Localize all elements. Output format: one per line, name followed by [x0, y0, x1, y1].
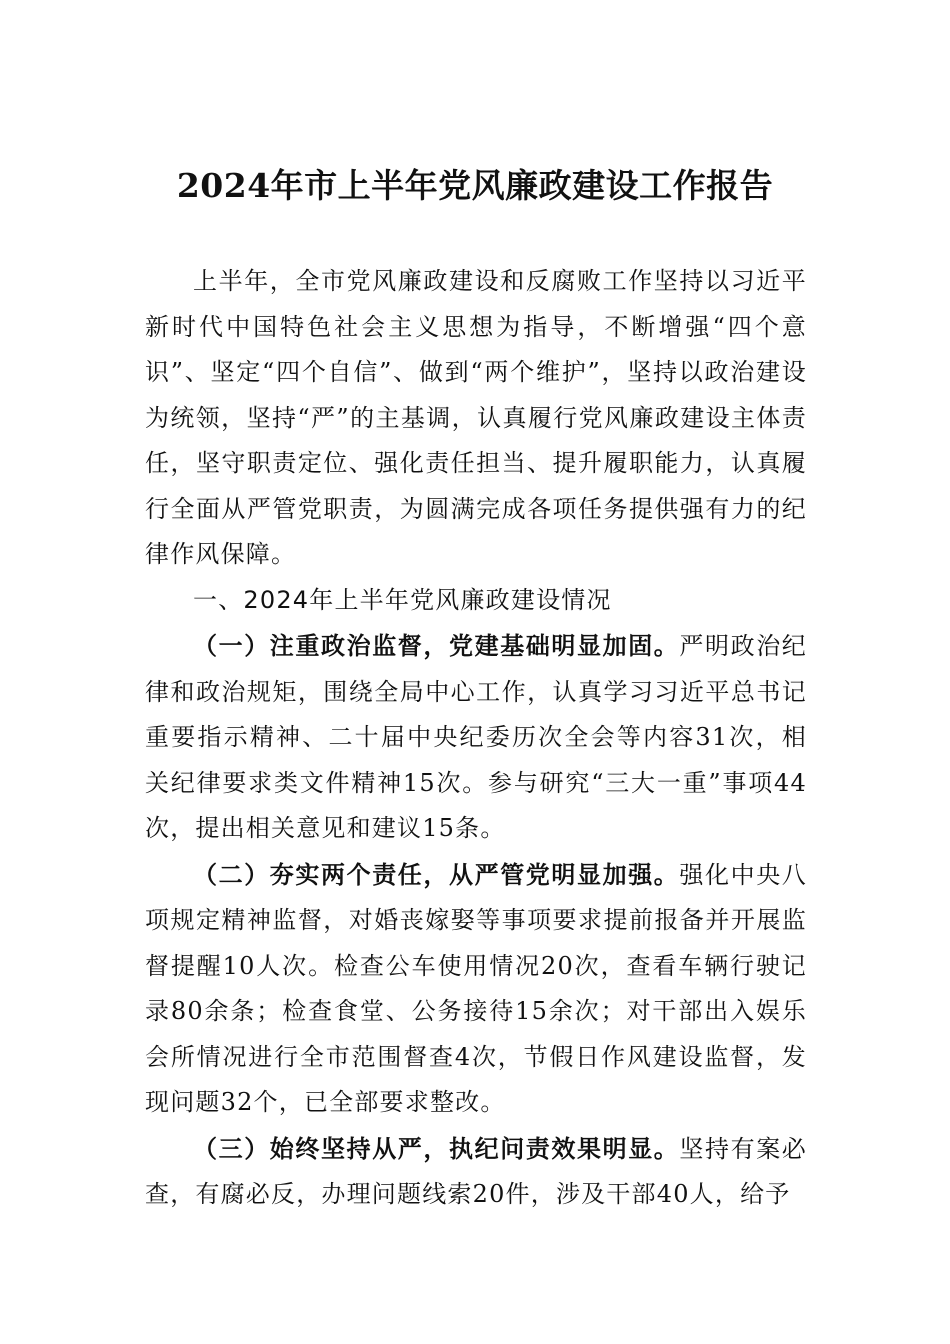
paragraph-3	[145, 1126, 807, 1218]
paragraph-3-lead: （三）始终坚持从严，执纪问责效果明显。	[193, 1133, 680, 1163]
paragraph-2	[145, 852, 807, 1126]
paragraph-2-lead: （二）夯实两个责任，从严管党明显加强。	[193, 859, 680, 889]
paragraph-2-body: 强化中央八项规定精神监督，对婚丧嫁娶等事项要求提前报备并开展监督提醒10人次。检查公车使用情况20次，查看车辆行驶记录80余条；检查食堂、公务接待15余次；对干部出入娱乐会所情况进行全市范围督查4次，节假日作风建设监督，发现问题32个，已全部要求整改。	[145, 860, 807, 1116]
section-heading: 一、2024年上半年党风廉政建设情况	[193, 585, 612, 614]
paragraph-1-body: 严明政治纪律和政治规矩，围绕全局中心工作，认真学习习近平总书记重要指示精神、二十届中央纪委历次全会等内容31次，相关纪律要求类文件精神15次。参与研究“三大一重”事项44次，提出相关意见和建议15条。	[145, 632, 807, 842]
intro-paragraph: 上半年，全市党风廉政建设和反腐败工作坚持以习近平新时代中国特色社会主义思想为指导，不断增强“四个意识”、坚定“四个自信”、做到“两个维护”，坚持以政治建设为统领，坚持“严”的主基调，认真履行党风廉政建设主体责任，坚守职责定位、强化责任担当、提升履职能力，认真履行全面从严管党职责，为圆满完成各项任务提供强有力的纪律作风保障。	[145, 267, 807, 568]
document-body	[145, 259, 807, 1218]
paragraph-1	[145, 623, 807, 852]
paragraph-1-lead: （一）注重政治监督，党建基础明显加固。	[193, 631, 680, 660]
document-title: 2024年市上半年党风廉政建设工作报告	[176, 166, 774, 205]
paragraph-3-body: 坚持有案必查，有腐必反，办理问题线索20件，涉及干部40人，给予	[145, 1134, 807, 1208]
